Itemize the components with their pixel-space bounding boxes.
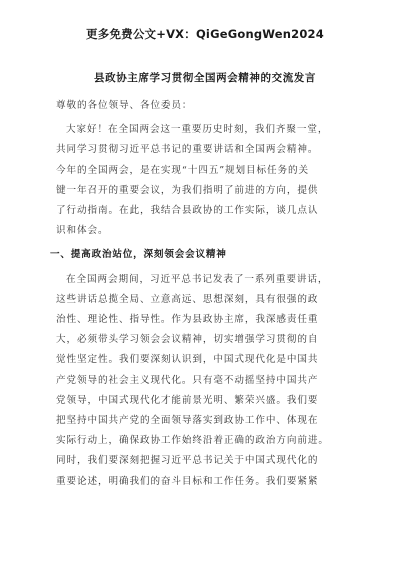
paragraph-line: 把坚持中国共产党的全面领导落实到政协工作中、体现在 xyxy=(56,415,319,427)
paragraph-line: 识和体会。 xyxy=(56,225,109,237)
paragraph-line: 产党领导的社会主义现代化。只有毫不动摇坚持中国共产 xyxy=(56,374,319,386)
paragraph-line: 实际行动上，确保政协工作始终沿着正确的政治方向前进。 xyxy=(56,435,329,447)
document-body xyxy=(50,96,356,492)
paragraph-line: 键一年召开的重要会议，为我们指明了前进的方向，提供 xyxy=(56,184,319,196)
paragraph-line: 觉性坚定性。我们要深刻认识到，中国式现代化是中国共 xyxy=(56,354,319,366)
paragraph-line: 重要论述，明确我们的奋斗目标和工作任务。我们要紧紧 xyxy=(56,475,319,487)
promo-watermark: 更多免费公文+VX：QiGeGongWen2024 xyxy=(86,27,324,41)
paragraph-line: 治性、理论性、指导性。作为县政协主席，我深感责任重 xyxy=(56,314,319,326)
paragraph-line: 了行动指南。在此，我结合县政协的工作实际，谈几点认 xyxy=(56,205,319,217)
salutation: 尊敬的各位领导、各位委员： xyxy=(56,100,193,111)
paragraph-line: 同时，我们要深刻把握习近平总书记关于中国式现代化的 xyxy=(56,455,319,467)
paragraph-line: 党领导，中国式现代化才能前景光明、繁荣兴盛。我们要 xyxy=(56,394,319,406)
section-heading: 一、提高政治站位，深刻领会会议精神 xyxy=(50,249,227,261)
paragraph-line: 这些讲话总揽全局、立意高远、思想深刻，具有很强的政 xyxy=(56,293,319,305)
paragraph-line: 大，必须带头学习领会会议精神，切实增强学习贯彻的自 xyxy=(56,334,319,346)
paragraph-line: 大家好！在全国两会这一重要历史时刻，我们齐聚一堂， xyxy=(66,124,329,136)
paragraph-line: 在全国两会期间，习近平总书记发表了一系列重要讲话， xyxy=(66,273,329,285)
document-title: 县政协主席学习贯彻全国两会精神的交流发言 xyxy=(94,72,316,84)
paragraph-line: 共同学习贯彻习近平总书记的重要讲话和全国两会精神。 xyxy=(56,144,319,156)
paragraph-line: 今年的全国两会，是在实现“十四五”规划目标任务的关 xyxy=(56,164,309,176)
